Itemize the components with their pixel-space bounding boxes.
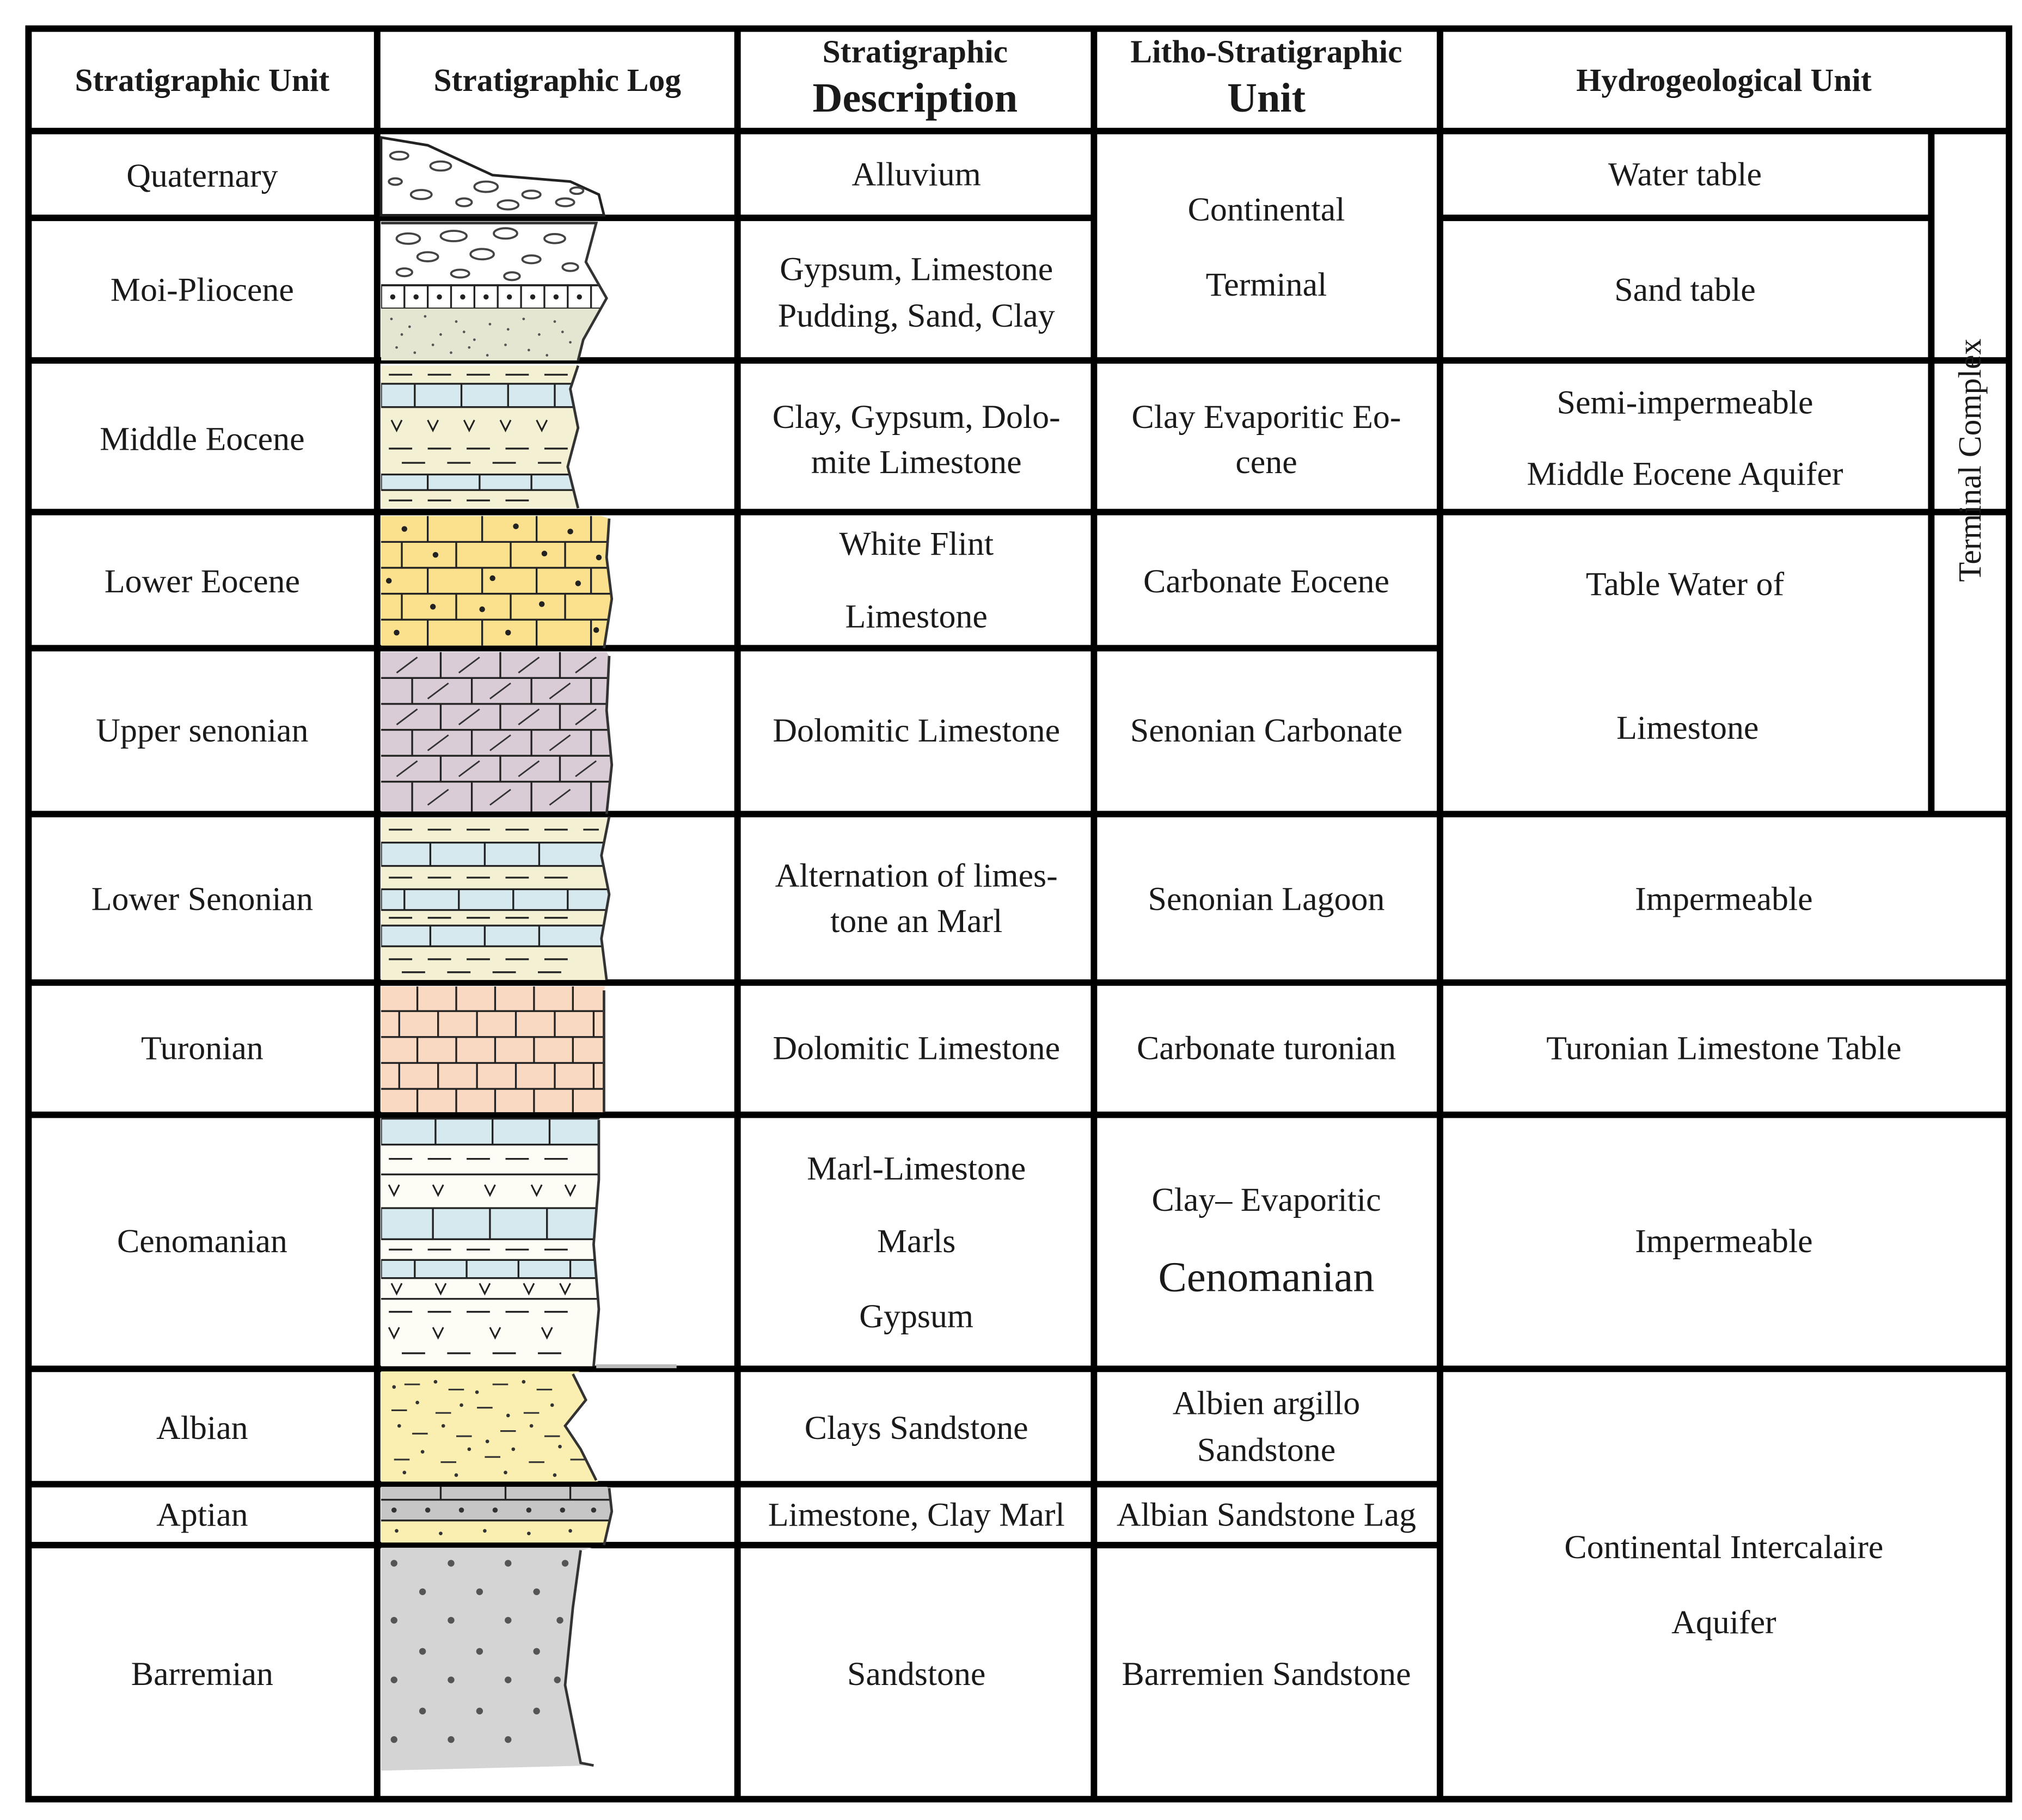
unit-cell: Lower Eocene	[104, 563, 300, 600]
log-layer-quaternary	[381, 138, 604, 216]
description-line: Clays Sandstone	[804, 1409, 1028, 1447]
hydro-line: Impermeable	[1635, 880, 1813, 918]
terminal-complex-label: Terminal Complex	[1951, 338, 1988, 582]
description-line: Dolomitic Limestone	[773, 712, 1061, 749]
hydro-line: Aquifer	[1671, 1603, 1776, 1641]
litho-line: Cenomanian	[1158, 1253, 1375, 1301]
log-layer-barremian	[381, 1548, 615, 1770]
header-row	[75, 33, 1872, 120]
log-layer-upper-senonian	[381, 652, 615, 812]
litho-line: Clay– Evaporitic	[1151, 1181, 1381, 1218]
log-layer-middle-eocene	[381, 366, 615, 508]
log-layer-turonian	[381, 986, 615, 1112]
unit-cell: Aptian	[156, 1496, 248, 1534]
description-line: Limestone	[845, 598, 988, 635]
header-stratigraphic-log: Stratigraphic Log	[433, 62, 681, 98]
unit-cell: Turonian	[141, 1030, 264, 1067]
litho-line: Clay Evaporitic Eo-	[1131, 398, 1401, 436]
header-litho-line2: Unit	[1227, 75, 1306, 121]
description-line: Marl-Limestone	[807, 1150, 1026, 1187]
description-line: White Flint	[839, 525, 994, 563]
description-line: Gypsum	[859, 1298, 974, 1335]
stratigraphic-log	[381, 138, 677, 1771]
unit-cell: Albian	[156, 1409, 248, 1447]
hydro-line: Continental Intercalaire	[1564, 1528, 1884, 1566]
litho-line: Carbonate Eocene	[1143, 563, 1389, 600]
hydro-line: Limestone	[1616, 709, 1759, 747]
unit-cell: Lower Senonian	[91, 880, 314, 918]
description-line: Gypsum, Limestone	[780, 250, 1053, 288]
hydro-line: Table Water of	[1585, 565, 1785, 603]
log-layer-lower-eocene	[381, 516, 615, 646]
litho-line: Sandstone	[1197, 1431, 1336, 1469]
hydro-line: Semi-impermeable	[1557, 384, 1813, 421]
header-description-line1: Stratigraphic	[822, 33, 1008, 70]
log-layer-lower-senonian	[381, 818, 615, 980]
description-line: Alluvium	[851, 156, 981, 193]
log-layer-miopliocene-pudding	[381, 285, 615, 309]
log-layer-miopliocene-gravel	[381, 223, 615, 285]
unit-cell: Barremian	[131, 1656, 274, 1693]
header-litho-line1: Litho-Stratigraphic	[1130, 33, 1402, 70]
hydro-line: Water table	[1608, 156, 1762, 193]
description-line: Limestone, Clay Marl	[768, 1496, 1065, 1534]
description-line: Clay, Gypsum, Dolo-	[772, 398, 1061, 436]
unit-cell: Upper senonian	[96, 712, 309, 749]
description-line: tone an Marl	[830, 902, 1003, 940]
log-layer-cenomanian	[381, 1119, 615, 1366]
header-hydrogeological-unit: Hydrogeological Unit	[1576, 62, 1872, 98]
unit-column	[91, 157, 313, 1693]
litho-line: Terminal	[1205, 266, 1327, 304]
description-column	[768, 156, 1065, 1693]
hydro-line: Sand table	[1614, 271, 1756, 309]
litho-line: Barremien Sandstone	[1122, 1656, 1411, 1693]
unit-cell: Middle Eocene	[100, 420, 305, 458]
litho-line: cene	[1235, 444, 1297, 481]
log-layer-aptian	[381, 1487, 615, 1542]
header-description-line2: Description	[812, 75, 1018, 121]
description-line: Sandstone	[847, 1656, 986, 1693]
description-line: Pudding, Sand, Clay	[777, 297, 1055, 335]
unit-cell: Cenomanian	[117, 1223, 287, 1260]
litho-line: Carbonate turonian	[1136, 1030, 1396, 1067]
description-line: mite Limestone	[811, 444, 1022, 481]
header-stratigraphic-unit: Stratigraphic Unit	[75, 62, 330, 98]
litho-line: Albian Sandstone Lag	[1116, 1496, 1417, 1534]
litho-line: Senonian Carbonate	[1130, 712, 1403, 749]
hydro-line: Impermeable	[1635, 1223, 1813, 1260]
unit-cell: Moi-Pliocene	[110, 271, 294, 309]
hydro-line: Middle Eocene Aquifer	[1527, 455, 1843, 493]
litho-line: Continental	[1187, 191, 1345, 228]
litho-line: Albien argillo	[1172, 1384, 1361, 1422]
litho-column	[1117, 191, 1416, 1693]
description-line: Marls	[877, 1223, 956, 1260]
description-line: Alternation of limes-	[775, 857, 1058, 894]
litho-line: Senonian Lagoon	[1148, 880, 1385, 918]
hydro-column	[1527, 156, 1988, 1641]
hydro-line: Turonian Limestone Table	[1546, 1030, 1902, 1067]
description-line: Dolomitic Limestone	[773, 1030, 1061, 1067]
unit-cell: Quaternary	[126, 157, 278, 195]
